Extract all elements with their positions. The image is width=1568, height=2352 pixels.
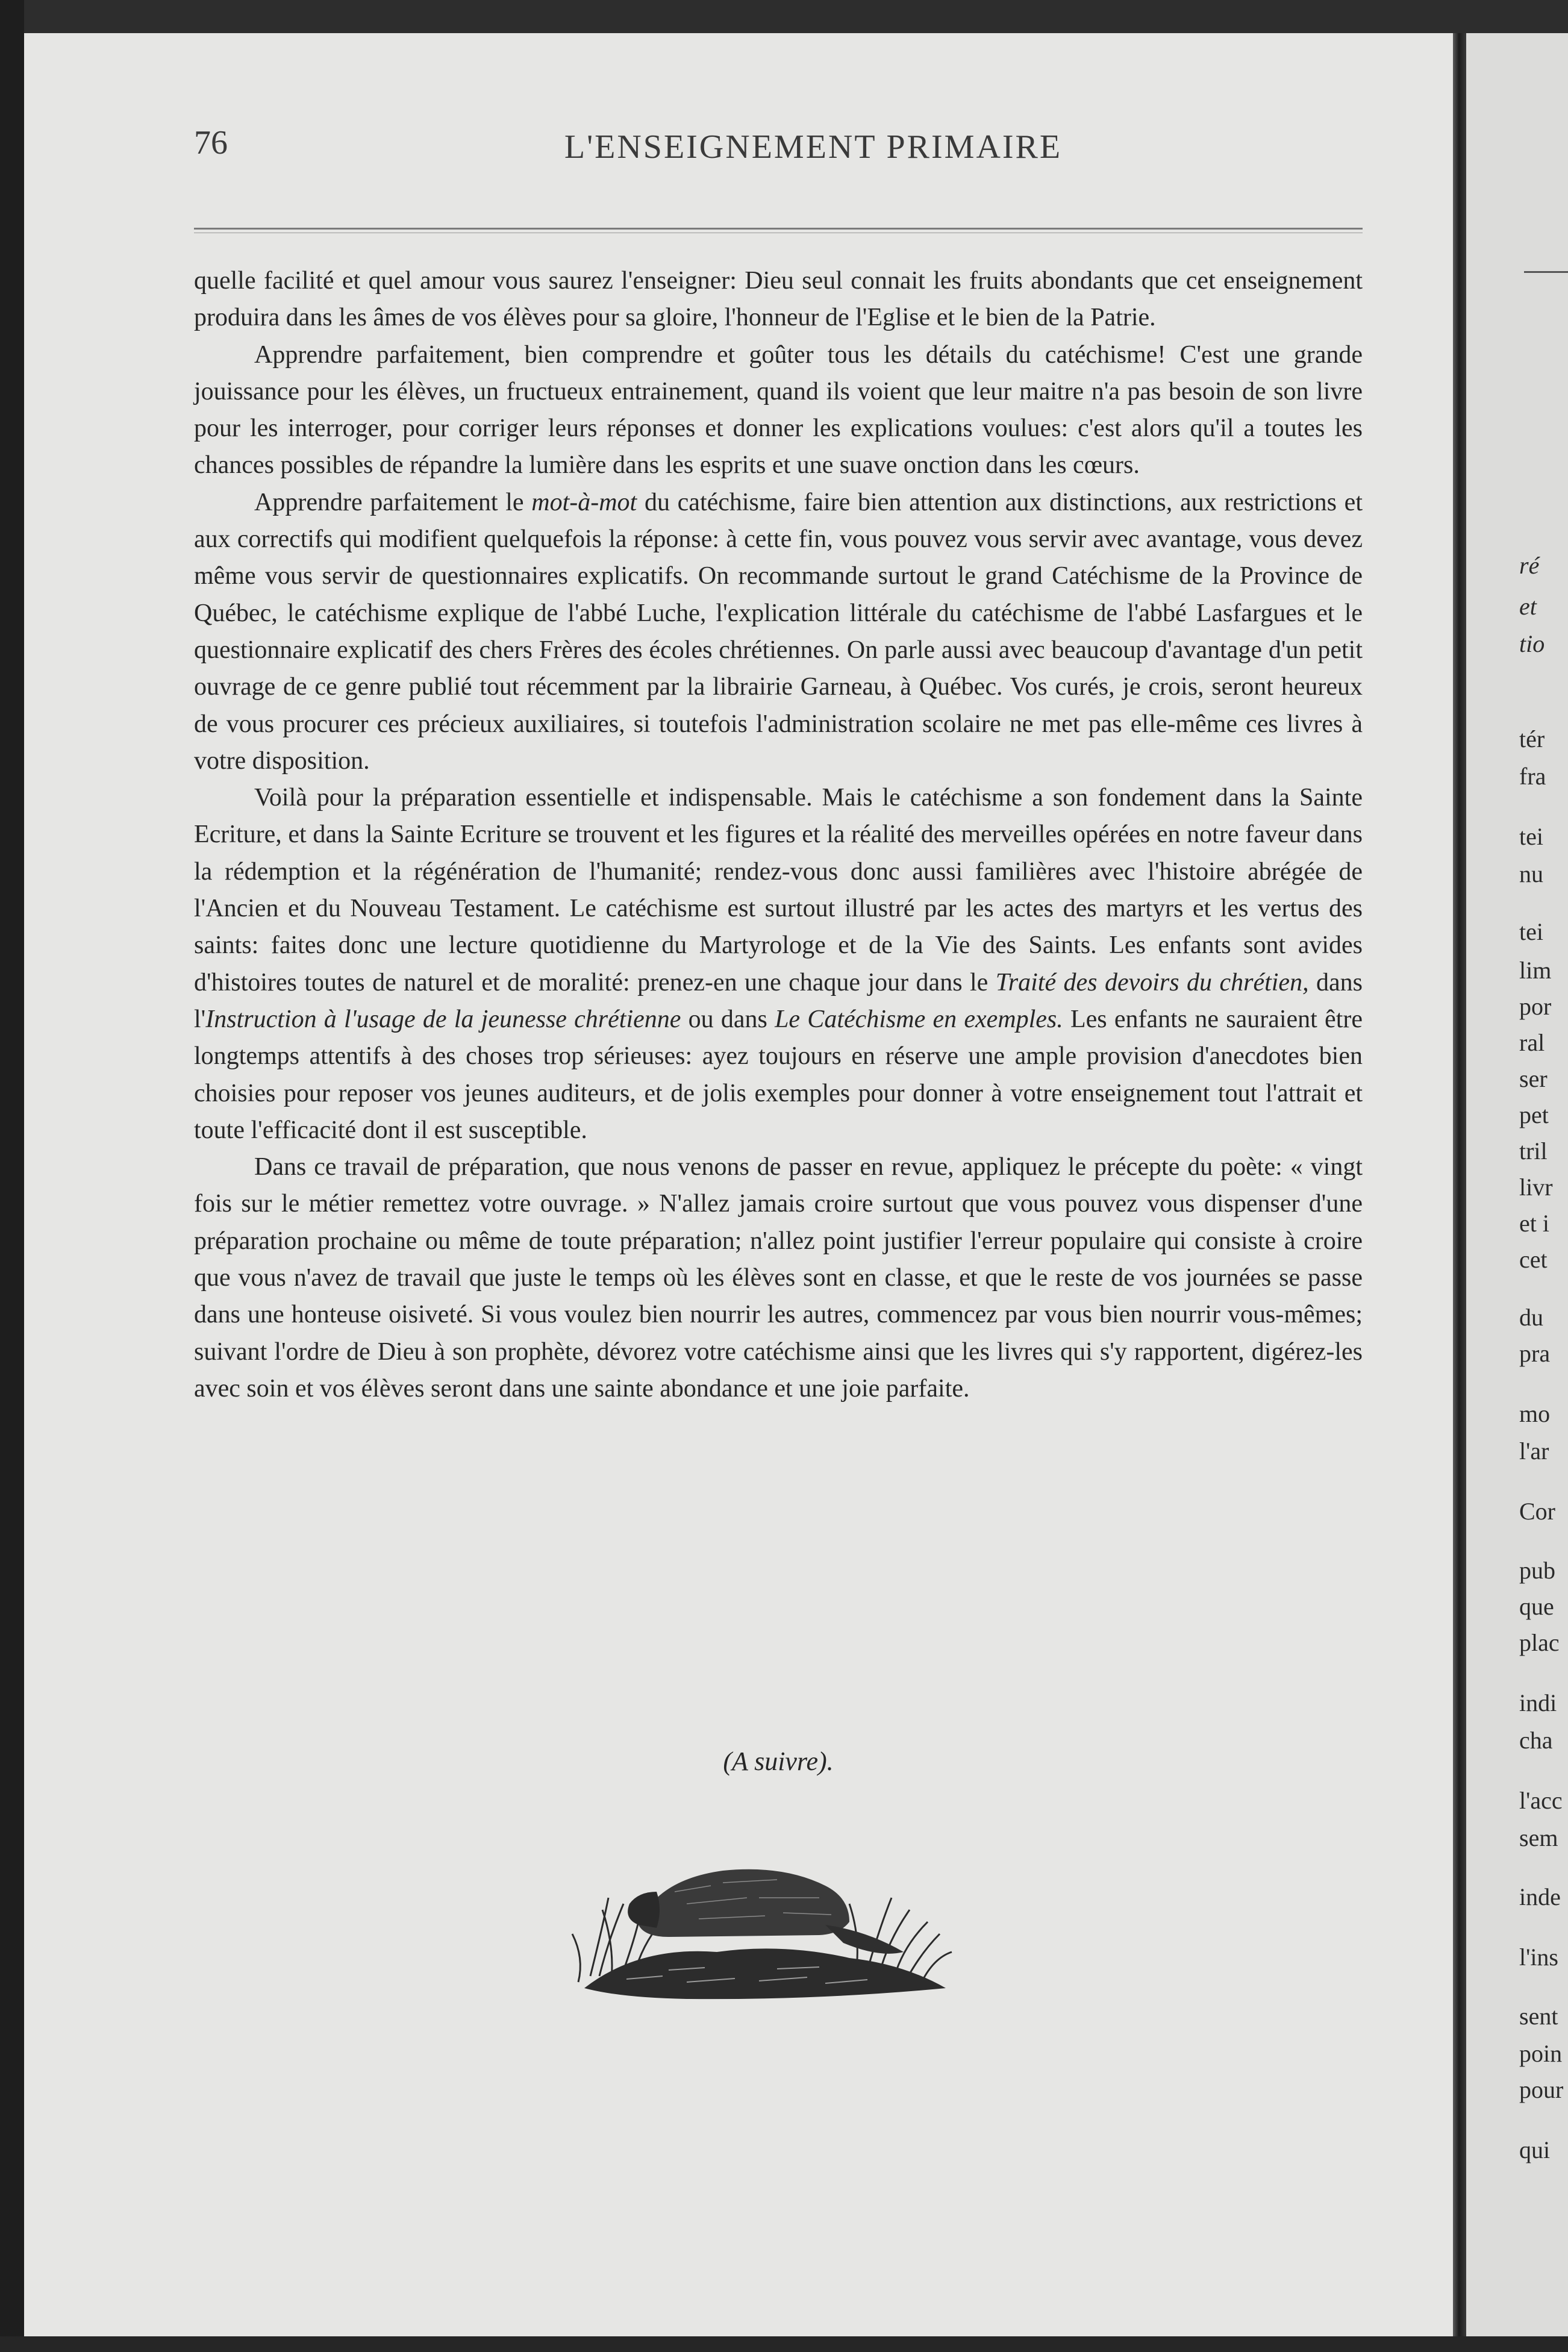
- facing-page-fragment: nu: [1519, 860, 1543, 887]
- paragraph-4-text-a: Voilà pour la préparation essentielle et indispensable. Mais le catéchisme a son fondement dans la Sainte Ecriture, et dans la Sainte Ecriture se trouvent et les figures et la réalité des merveilles opérées en notre faveur dans la rédemption et la régénération de l'humanité; rendez-vous donc aussi familières avec l'histoire abrégée de l'Ancien et du Nouveau Testament. Le catéchisme est surtout illustré par les actes des martyrs et les vertus des saints: faites donc une lecture quotidienne du Martyrologe et de la Vie des Saints. Les enfants sont avides d'histoires toutes de naturel et de moralité: prenez-en une chaque jour dans le: [194, 784, 1363, 996]
- paragraph-4-title-1: Traité des devoirs du chrétien,: [995, 968, 1309, 996]
- facing-page-fragment: et: [1519, 593, 1537, 620]
- facing-page-edge: [1466, 33, 1568, 2336]
- facing-page-fragment: tei: [1519, 918, 1543, 945]
- paragraph-4-title-2: Instruction à l'usage de la jeunesse chrétienne: [205, 1005, 681, 1033]
- facing-page-fragment: que: [1519, 1593, 1554, 1620]
- facing-page-fragment: tio: [1519, 630, 1545, 657]
- facing-page-fragment: l'acc: [1519, 1787, 1563, 1814]
- facing-page-fragment: por: [1519, 993, 1552, 1020]
- facing-page-fragment: l'ar: [1519, 1437, 1549, 1465]
- paragraph-4-text-d: Les enfants ne sauraient être longtemps attentifs à des choses trop sérieuses: ayez toujours en réserve une ample provision d'anecdotes bien choisies pour reposer vos jeunes auditeurs, et de jolis exemples pour donner à votre enseignement tout l'attrait et toute l'efficacité dont il est susceptible.: [194, 1005, 1363, 1144]
- to-be-continued: [194, 1746, 1363, 1777]
- facing-page-fragment: tér: [1519, 725, 1545, 752]
- facing-page-fragment: du: [1519, 1304, 1543, 1331]
- paragraph-5: Dans ce travail de préparation, que nous venons de passer en revue, appliquez le précepte du poète: « vingt fois sur le métier remettez votre ouvrage. » N'allez jamais croire surtout que vous pouvez vous dispenser d'une préparation prochaine ou même de toute préparation; n'allez point justifier l'erreur populaire qui consiste à croire que vous n'avez de travail que juste le temps où les élèves sont en classe, et que le reste de vos journées se passe dans une honteuse oisiveté. Si vous voulez bien nourrir les autres, commencez par vous bien nourrir vous-mêmes; suivant l'ordre de Dieu à son prophète, dévorez votre catéchisme ainsi que les livres qui s'y rapportent, digérez-les avec soin et vos élèves seront dans une sainte abondance et une joie parfaite.: [194, 1153, 1363, 1403]
- facing-page-fragment: indi: [1519, 1689, 1557, 1716]
- facing-page-fragment: pour: [1519, 2076, 1564, 2103]
- beaver-vignette: [566, 1807, 958, 2003]
- running-title: L'ENSEIGNEMENT PRIMAIRE: [564, 128, 1063, 166]
- facing-page-fragment: cet: [1519, 1246, 1548, 1273]
- facing-page-fragment: lim: [1519, 957, 1552, 984]
- facing-page-fragment: sent: [1519, 2003, 1558, 2030]
- binding-gutter: [1453, 33, 1466, 2336]
- facing-page-fragment: tril: [1519, 1137, 1548, 1165]
- paragraph-3-emphasis: mot-à-mot: [531, 488, 637, 516]
- film-border-left: [0, 0, 24, 2352]
- facing-page-fragment: pet: [1519, 1101, 1549, 1128]
- facing-page-fragment: et i: [1519, 1210, 1549, 1237]
- facing-page-fragment: inde: [1519, 1883, 1561, 1910]
- facing-page-fragment: qui: [1519, 2136, 1551, 2163]
- facing-page-fragment: ré: [1519, 552, 1540, 579]
- paragraph-4-text-b: dans l': [194, 968, 1363, 1033]
- facing-page-fragment: mo: [1519, 1400, 1551, 1427]
- beaver-head: [628, 1892, 660, 1928]
- facing-page-fragment: sem: [1519, 1824, 1558, 1851]
- beaver-body: [639, 1869, 849, 1937]
- paragraph-3-text-a: Apprendre parfaitement le: [254, 488, 532, 516]
- facing-page-fragment: tei: [1519, 823, 1543, 850]
- facing-page-fragment: livr: [1519, 1174, 1553, 1201]
- facing-page-text: [1466, 33, 1568, 2336]
- film-border-bottom: [0, 2336, 1568, 2352]
- paragraph-2: Apprendre parfaitement, bien comprendre et goûter tous les détails du catéchisme! C'est une grande jouissance pour les élèves, un fructueux entrainement, quand ils voient que leur maitre n'a pas besoin de son livre pour les interroger, pour corriger leurs réponses et donner les explications voulues: c'est alors qu'il a toutes les chances possibles de répandre la lumière dans les esprits et une suave onction dans les cœurs.: [194, 340, 1363, 480]
- article-body: [194, 263, 1363, 1407]
- paragraph-4-text-c: ou dans: [681, 1005, 775, 1033]
- paragraph-4-title-3: Le Catéchisme en exemples.: [775, 1005, 1063, 1033]
- facing-page-fragment: ral: [1519, 1029, 1545, 1056]
- film-border-top: [0, 0, 1568, 33]
- header-rule: [194, 228, 1363, 230]
- facing-page-fragment: pub: [1519, 1557, 1555, 1584]
- facing-page-fragment: fra: [1519, 763, 1546, 790]
- facing-page-fragment: Cor: [1519, 1498, 1555, 1525]
- paragraph-1: quelle facilité et quel amour vous saurez l'enseigner: Dieu seul connait les fruits abondants que cet enseignement produira dans les âmes de vos élèves pour sa gloire, l'honneur de l'Eglise et le bien de la Patrie.: [194, 267, 1363, 332]
- to-be-continued-text: (A suivre).: [723, 1747, 834, 1776]
- facing-page-fragment: poin: [1519, 2040, 1563, 2067]
- page-number: 76: [194, 124, 228, 161]
- ground-mound: [584, 1948, 946, 1999]
- paragraph-3: [194, 484, 1363, 780]
- facing-page-fragment: cha: [1519, 1727, 1553, 1754]
- facing-page-fragment: ser: [1519, 1065, 1548, 1092]
- facing-page-fragment: l'ins: [1519, 1944, 1558, 1971]
- paragraph-4: [194, 780, 1363, 1149]
- paragraph-3-text-b: du catéchisme, faire bien attention aux distinctions, aux restrictions et aux correctifs qui modifient quelquefois la réponse: à cette fin, vous pouvez vous servir avec avantage, vous devez même vous servir de questionnaires explicatifs. On recommande surtout le grand Catéchisme de la Province de Québec, le catéchisme explique de l'abbé Luche, l'explication littérale du catéchisme de l'abbé Lasfargues et le questionnaire explicatif des chers Frères des écoles chrétiennes. On parle aussi avec beaucoup d'avantage d'un petit ouvrage de ce genre publié tout récemment par la librairie Garneau, à Québec. Vos curés, je crois, seront heureux de vous procurer ces précieux auxiliaires, si toutefois l'administration scolaire ne met pas elle-même ces livres à votre disposition.: [194, 488, 1363, 775]
- facing-page-fragment: plac: [1519, 1629, 1560, 1656]
- facing-page-fragment: pra: [1519, 1340, 1551, 1367]
